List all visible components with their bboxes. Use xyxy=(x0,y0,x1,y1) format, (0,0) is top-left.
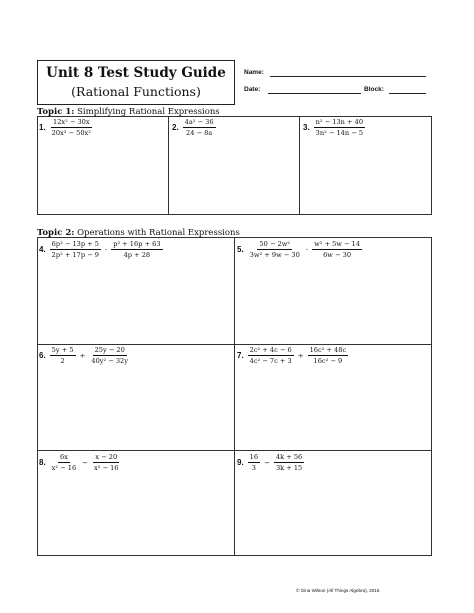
operator: · xyxy=(305,245,309,254)
fraction xyxy=(89,346,130,365)
operator: − xyxy=(82,458,89,467)
fraction xyxy=(248,346,294,365)
denominator: 4c² − 7c + 3 xyxy=(249,357,292,365)
name-line[interactable] xyxy=(270,76,426,77)
numerator: 16c² + 48c xyxy=(309,346,347,354)
denominator: 24 − 8a xyxy=(186,129,213,137)
denominator: 3w² + 9w − 30 xyxy=(249,251,300,259)
topic1-title: Simplifying Rational Expressions xyxy=(77,107,220,117)
fraction xyxy=(50,453,78,472)
operator: · xyxy=(104,245,108,254)
numerator: 2c² + 4c − 6 xyxy=(249,346,292,354)
numerator: 6x xyxy=(59,453,68,461)
problem-number: 8. xyxy=(39,458,46,467)
problem-1 xyxy=(39,118,94,137)
operator: ÷ xyxy=(297,351,304,360)
page-title: Unit 8 Test Study Guide xyxy=(46,65,226,81)
denominator: 2 xyxy=(60,357,65,365)
denominator: 6w − 30 xyxy=(323,251,352,259)
denominator: 3 xyxy=(251,464,256,472)
fraction xyxy=(274,453,304,472)
block-label: Block: xyxy=(364,86,384,93)
problem-2 xyxy=(172,118,217,137)
problem-5 xyxy=(237,240,363,259)
problem-number: 5. xyxy=(237,245,244,254)
problem-number: 6. xyxy=(39,351,46,360)
numerator: 4a² − 36 xyxy=(184,118,214,126)
numerator: 50 − 2w² xyxy=(259,240,291,248)
fraction xyxy=(314,118,365,137)
denominator: x² − 16 xyxy=(51,464,77,472)
numerator: 16 xyxy=(249,453,259,461)
date-label: Date: xyxy=(244,86,261,93)
operator: ÷ xyxy=(79,351,86,360)
numerator: 5y + 5 xyxy=(51,346,74,354)
topic2-title: Operations with Rational Expressions xyxy=(77,228,240,238)
problem-number: 3. xyxy=(303,123,310,132)
numerator: p² + 16p + 63 xyxy=(113,240,161,248)
problem-9 xyxy=(237,453,305,472)
block-line[interactable] xyxy=(389,93,426,94)
problem-number: 1. xyxy=(39,123,46,132)
fraction xyxy=(50,346,76,365)
denominator: 20x³ − 50x² xyxy=(51,129,91,137)
numerator: 25y − 20 xyxy=(94,346,125,354)
denominator: 3k + 15 xyxy=(275,464,303,472)
numerator: n² − 13n + 40 xyxy=(315,118,364,126)
problem-8 xyxy=(39,453,122,472)
problem-number: 2. xyxy=(172,123,179,132)
problem-6 xyxy=(39,346,131,365)
denominator: 4p + 28 xyxy=(123,251,151,259)
fraction xyxy=(312,240,362,259)
problem-4 xyxy=(39,240,164,259)
date-line[interactable] xyxy=(268,93,361,94)
name-label: Name: xyxy=(244,69,264,76)
denominator: x² − 16 xyxy=(94,464,119,472)
numerator: 12x² − 30x xyxy=(53,118,90,126)
numerator: w² + 5w − 14 xyxy=(314,240,361,248)
numerator: 6p² − 13p + 5 xyxy=(51,240,99,248)
problem-number: 4. xyxy=(39,245,46,254)
denominator: 16c² − 9 xyxy=(313,357,343,365)
denominator: 40y² − 32y xyxy=(91,357,128,365)
topic2-label: Topic 2: xyxy=(37,228,75,238)
fraction xyxy=(308,346,349,365)
fraction xyxy=(248,453,260,472)
fraction xyxy=(50,240,101,259)
problem-3 xyxy=(303,118,366,137)
fraction xyxy=(248,240,302,259)
denominator: 3n² − 14n − 5 xyxy=(315,129,364,137)
title-box xyxy=(37,60,235,105)
fraction xyxy=(111,240,162,259)
copyright-text: © Gina Wilson (All Things Algebra), 2015 xyxy=(296,588,380,593)
topic1-label: Topic 1: xyxy=(37,107,75,117)
numerator: 4k + 56 xyxy=(275,453,303,461)
denominator: 2p² + 17p − 9 xyxy=(51,251,99,259)
fraction xyxy=(50,118,93,137)
problem-number: 7. xyxy=(237,351,244,360)
fraction xyxy=(183,118,216,137)
problem-number: 9. xyxy=(237,458,244,467)
problem-7 xyxy=(237,346,349,365)
operator: − xyxy=(264,458,270,467)
fraction xyxy=(92,453,120,472)
numerator: x − 20 xyxy=(95,453,118,461)
page-subtitle: (Rational Functions) xyxy=(71,84,201,99)
